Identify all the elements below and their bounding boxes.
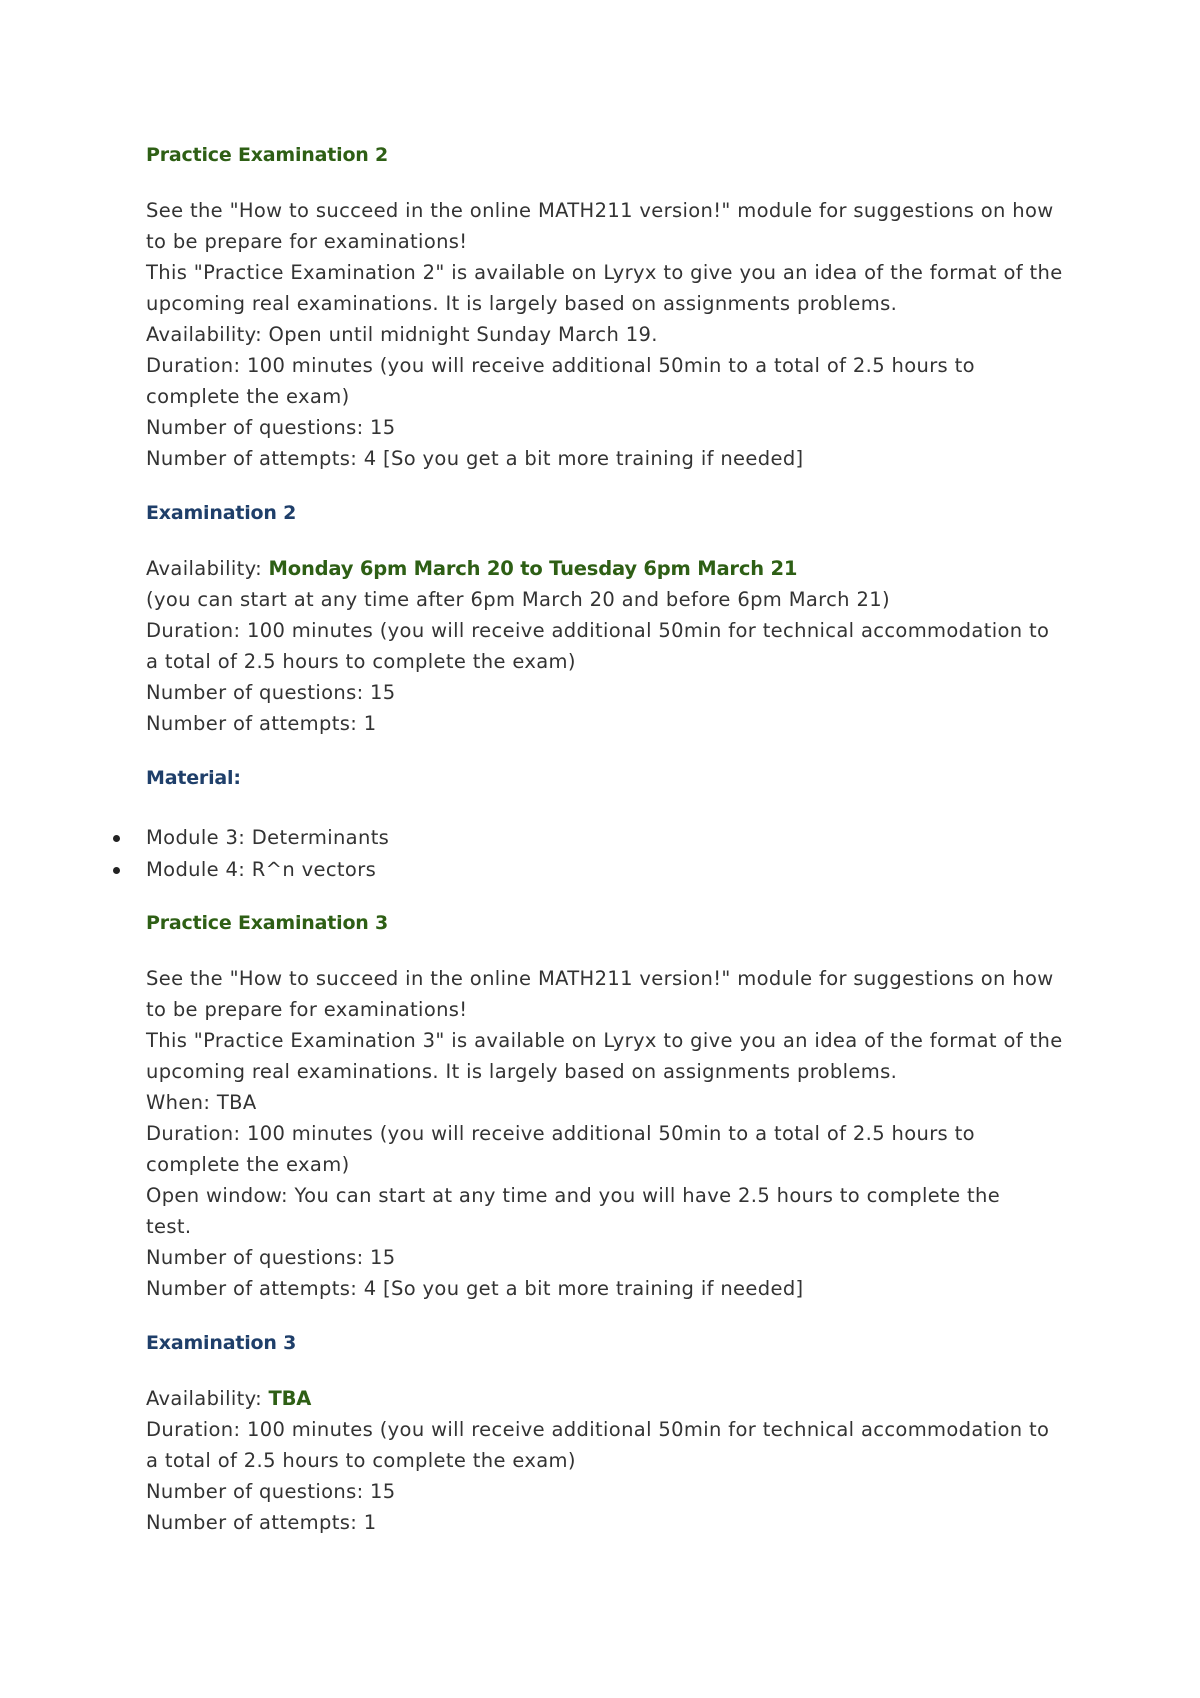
exam-2-body [146,553,1076,739]
list-item-label: Module 4: R^n vectors [146,858,377,881]
text-line: See the "How to succeed in the online MATH211 version!" module for suggestions on how [146,199,1054,222]
text-line: test. [146,1215,192,1238]
availability-label: Availability: [146,1387,269,1410]
material-section [146,763,1076,886]
exam-3-section [146,1328,1076,1538]
text-line: This "Practice Examination 2" is available on Lyryx to give you an idea of the format of the [146,261,1063,284]
list-item [146,822,1076,854]
bullet-icon [113,867,120,874]
availability-line [146,1383,1076,1414]
practice-exam-2-heading: Practice Examination 2 [146,144,389,166]
text-line: When: TBA [146,1091,257,1114]
exam-3-body [146,1383,1076,1538]
text-line: Number of questions: 15 [146,416,396,439]
material-list [146,822,1076,886]
text-line: Number of attempts: 1 [146,1511,377,1534]
text-line: Duration: 100 minutes (you will receive additional 50min to a total of 2.5 hours to [146,1122,975,1145]
text-line: Availability: Open until midnight Sunday March 19. [146,323,658,346]
text-line: Open window: You can start at any time and you will have 2.5 hours to complete the [146,1184,1001,1207]
text-line: upcoming real examinations. It is largely based on assignments problems. [146,292,898,315]
text-line: complete the exam) [146,1153,350,1176]
text-line: a total of 2.5 hours to complete the exam) [146,650,576,673]
text-line: Duration: 100 minutes (you will receive additional 50min for technical accommodation to [146,619,1050,642]
text-line: (you can start at any time after 6pm March 20 and before 6pm March 21) [146,588,890,611]
availability-line [146,553,1076,584]
exam-3-heading: Examination 3 [146,1332,297,1354]
text-line: Duration: 100 minutes (you will receive additional 50min to a total of 2.5 hours to [146,354,975,377]
text-line: See the "How to succeed in the online MATH211 version!" module for suggestions on how [146,967,1054,990]
practice-exam-3-body [146,963,1076,1304]
practice-exam-3-heading: Practice Examination 3 [146,912,389,934]
practice-exam-3-section [146,908,1076,1304]
practice-exam-2-body [146,195,1076,474]
list-item [146,854,1076,886]
text-line: Number of attempts: 4 [So you get a bit more training if needed] [146,1277,804,1300]
text-line: Number of attempts: 4 [So you get a bit more training if needed] [146,447,804,470]
bullet-icon [113,835,120,842]
text-line: This "Practice Examination 3" is available on Lyryx to give you an idea of the format of the [146,1029,1063,1052]
list-item-label: Module 3: Determinants [146,826,390,849]
text-line: Number of questions: 15 [146,1246,396,1269]
text-line: complete the exam) [146,385,350,408]
text-line: to be prepare for examinations! [146,998,468,1021]
text-line: to be prepare for examinations! [146,230,468,253]
availability-value: TBA [268,1387,312,1410]
practice-exam-2-section [146,140,1076,474]
exam-2-section [146,498,1076,739]
text-line: Number of questions: 15 [146,681,396,704]
text-line: Duration: 100 minutes (you will receive additional 50min for technical accommodation to [146,1418,1050,1441]
text-line: a total of 2.5 hours to complete the exam) [146,1449,576,1472]
document-page [146,140,1076,1538]
text-line: Number of attempts: 1 [146,712,377,735]
text-line: Number of questions: 15 [146,1480,396,1503]
availability-value: Monday 6pm March 20 to Tuesday 6pm March 21 [268,557,798,580]
exam-2-heading: Examination 2 [146,502,297,524]
text-line: upcoming real examinations. It is largely based on assignments problems. [146,1060,898,1083]
material-heading: Material: [146,767,241,789]
availability-label: Availability: [146,557,269,580]
